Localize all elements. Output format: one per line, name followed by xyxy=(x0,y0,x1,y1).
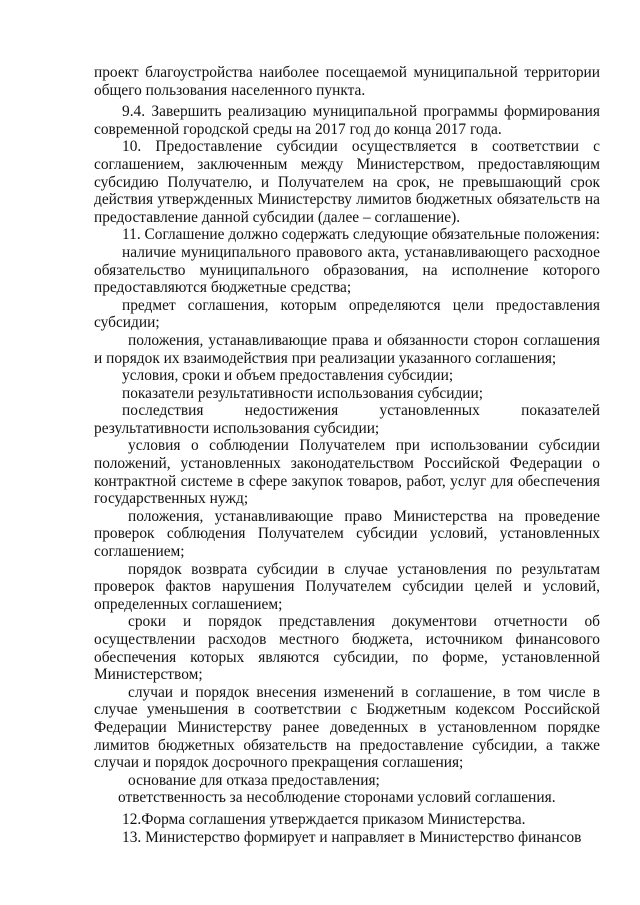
paragraph-11: 11. Соглашение должно содержать следующие обязательные положения: xyxy=(122,226,600,244)
list-item-procurement: условия о соблюдении Получателем при использовании субсидии положений, установленных законодательством Российской Федерации о контрактной системе в сфере закупок товаров, работ, услуг для обеспечения государственных нужд; xyxy=(94,437,600,508)
paragraph-13: 13. Министерство формирует и направляет в Министерство финансов xyxy=(122,828,582,846)
list-item-rights: положения, устанавливающие права и обязанности сторон соглашения и порядок их взаимодействия при реализации указанного соглашения; xyxy=(94,331,600,367)
list-item-inspections: положения, устанавливающие право Министерства на проведение проверок соблюдения Получателем субсидии условий, установленных соглашением; xyxy=(94,507,600,561)
list-item-indicators: показатели результативности использования субсидии; xyxy=(122,384,484,402)
list-item-refund: порядок возврата субсидии в случае установления по результатам проверок фактов нарушения Получателем субсидии целей и условий, определенных соглашением; xyxy=(94,560,600,613)
paragraph-12: 12.Форма соглашения утверждается приказом Министерства. xyxy=(122,810,526,828)
list-item-amendments: случаи и порядок внесения изменений в соглашение, в том числе в случае уменьшения в соответствии с Бюджетным кодексом Российской Федерации Министерству ранее доведенных в установленном порядке лимитов бюджетных обязательств на предоставление субсидии, а также случаи и порядок досрочного прекращения соглашения; xyxy=(94,683,600,772)
paragraph-9-4: 9.4. Завершить реализацию муниципальной программы формирования современной городской среды на 2017 год до конца 2017 года. xyxy=(94,103,600,138)
list-item-consequences: последствия недостижения установленных показателей результативности использования субсидии; xyxy=(94,402,600,437)
document-page xyxy=(94,64,600,846)
paragraph-territory-continuation: проект благоустройства наиболее посещаемой муниципальной территории общего пользования населенного пункта. xyxy=(94,64,600,99)
paragraph-10: 10. Предоставление субсидии осуществляется в соответствии с соглашением, заключенным между Министерством, предоставляющим субсидию Получателю, и Получателем на срок, не превышающий срок действия утвержденных Министерству лимитов бюджетных обязательств на предоставление данной субсидии (далее – соглашение). xyxy=(94,138,600,226)
list-item-subject: предмет соглашения, которым определяются цели предоставления субсидии; xyxy=(94,296,600,332)
list-item-liability: ответственность за несоблюдение сторонами условий соглашения. xyxy=(118,789,556,807)
list-item-refusal: основание для отказа предоставления; xyxy=(128,771,380,789)
list-item-legal-act: наличие муниципального правового акта, устанавливающего расходное обязательство муниципального образования, на исполнение которого предоставляются бюджетные средства; xyxy=(94,243,600,297)
list-item-terms: условия, сроки и объем предоставления субсидии; xyxy=(122,367,454,385)
list-item-reporting: сроки и порядок представления документови отчетности об осуществлении расходов местного бюджета, источником финансового обеспечения которых являются субсидии, по форме, установленной Министерством; xyxy=(94,613,600,684)
